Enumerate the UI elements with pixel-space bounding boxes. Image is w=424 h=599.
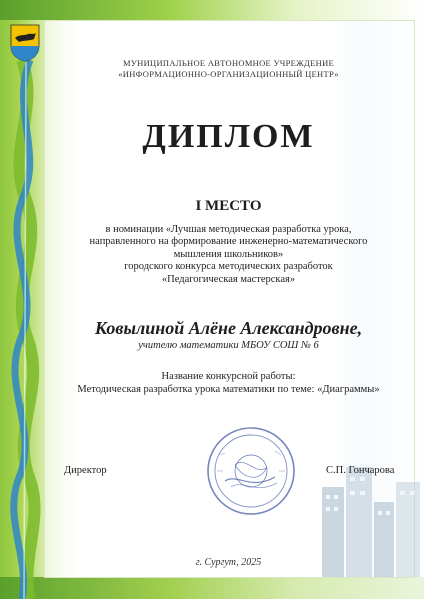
org-line-1: МУНИЦИПАЛЬНОЕ АВТОНОМНОЕ УЧРЕЖДЕНИЕ — [122, 58, 335, 68]
nomination-line-1: в номинации «Лучшая методическая разработка урока, — [105, 224, 352, 235]
recipient-role: учителю математики МБОУ СОШ № 6 — [138, 340, 319, 351]
official-seal-icon — [205, 425, 297, 517]
organization-name — [44, 58, 413, 80]
surgut-coat-of-arms-icon — [10, 24, 40, 62]
nomination-text — [44, 224, 413, 286]
nomination-line-4: городского конкурса методических разработок — [124, 261, 333, 273]
top-green-band — [0, 0, 424, 20]
diploma-title: ДИПЛОМ — [142, 118, 315, 155]
recipient-name: Ковылиной Алёне Александровне, — [94, 318, 363, 338]
work-value: Методическая разработка урока математики по теме: «Диаграммы» — [77, 384, 380, 395]
work-title — [44, 370, 413, 396]
org-line-2: «ИНФОРМАЦИОННО-ОРГАНИЗАЦИОННЫЙ ЦЕНТР» — [118, 69, 339, 79]
nomination-line-5: «Педагогическая мастерская» — [161, 273, 296, 285]
nomination-line-2: направленного на формирование инженерно-математического — [89, 236, 368, 248]
nomination-line-3: мышления школьников» — [173, 248, 284, 260]
director-name: С.П. Гончарова — [326, 465, 395, 476]
work-label: Название конкурсной работы: — [161, 371, 296, 382]
place-award: I МЕСТО — [195, 198, 262, 214]
bottom-green-band — [0, 577, 424, 599]
director-title: Директор — [64, 465, 107, 476]
city-year: г. Сургут, 2025 — [195, 557, 262, 568]
